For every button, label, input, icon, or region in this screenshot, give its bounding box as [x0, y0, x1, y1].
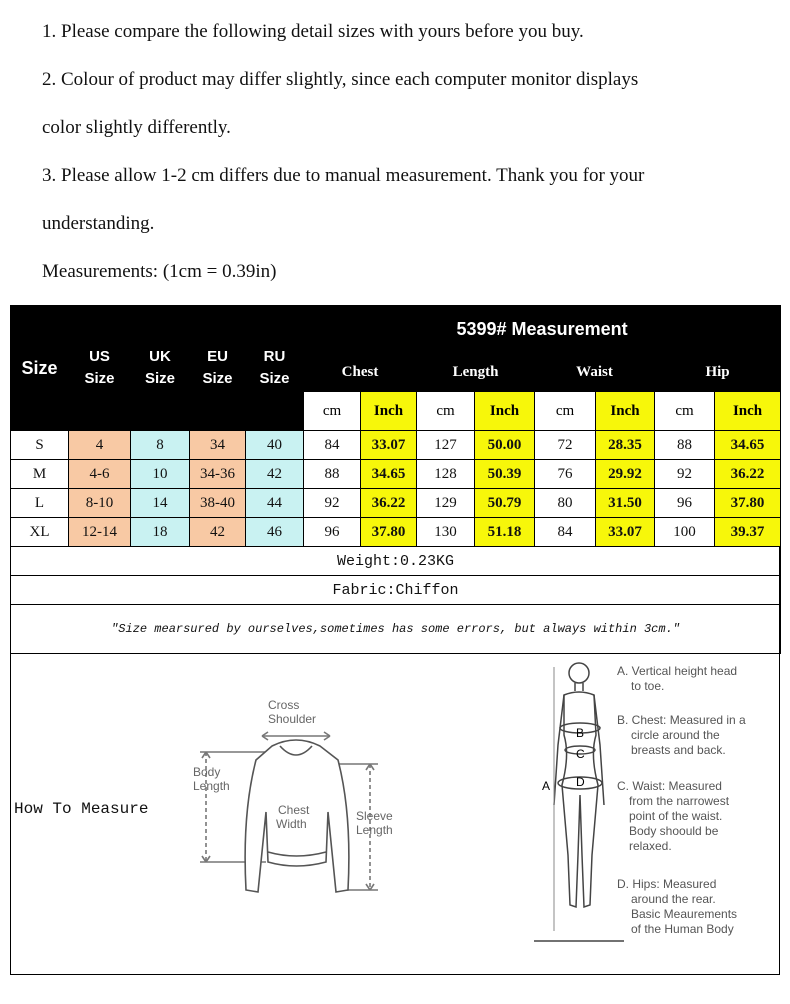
notes — [42, 8, 782, 296]
group-hip: Hip — [655, 353, 781, 392]
cell-size: M — [11, 460, 69, 489]
cell-uk: 14 — [131, 489, 190, 518]
table-row — [11, 518, 781, 547]
cell-chest-cm: 84 — [304, 431, 361, 460]
group-waist: Waist — [535, 353, 655, 392]
cell-waist-inch: 31.50 — [596, 489, 655, 518]
cell-length-inch: 50.39 — [475, 460, 535, 489]
svg-text:Width: Width — [276, 817, 307, 831]
cell-size: XL — [11, 518, 69, 547]
cell-chest-inch: 33.07 — [361, 431, 417, 460]
svg-text:Length: Length — [193, 779, 230, 793]
cell-hip-cm: 88 — [655, 431, 715, 460]
header-eu: EU Size — [190, 306, 246, 431]
cell-length-inch: 50.00 — [475, 431, 535, 460]
table-row — [11, 460, 781, 489]
svg-text:Length: Length — [356, 823, 393, 837]
cell-us: 4 — [69, 431, 131, 460]
unit-inch: Inch — [361, 392, 417, 431]
header-size: Size — [11, 306, 69, 431]
note-line: understanding. — [42, 213, 155, 234]
cell-ru: 42 — [246, 460, 304, 489]
cell-ru: 44 — [246, 489, 304, 518]
cell-eu: 34-36 — [190, 460, 246, 489]
cell-length-inch: 50.79 — [475, 489, 535, 518]
label-cross-shoulder: Cross — [268, 698, 300, 712]
marker-a: A — [542, 779, 551, 793]
unit-inch: Inch — [715, 392, 781, 431]
cell-waist-cm: 76 — [535, 460, 596, 489]
cell-hip-inch: 37.80 — [715, 489, 781, 518]
cell-ru: 46 — [246, 518, 304, 547]
cell-hip-cm: 96 — [655, 489, 715, 518]
note-line: 2. Colour of product may differ slightly, since each computer monitor displays — [42, 69, 639, 90]
svg-text:Shoulder: Shoulder — [268, 712, 317, 726]
group-chest: Chest — [304, 353, 417, 392]
cell-length-cm: 128 — [417, 460, 475, 489]
header-ru: RU Size — [246, 306, 304, 431]
note-line: Measurements: (1cm = 0.39in) — [42, 261, 277, 282]
cell-hip-cm: 100 — [655, 518, 715, 547]
cell-chest-inch: 37.80 — [361, 518, 417, 547]
table-title: 5399# Measurement — [304, 306, 781, 353]
cell-length-cm: 130 — [417, 518, 475, 547]
cell-waist-inch: 28.35 — [596, 431, 655, 460]
note-line: color slightly differently. — [42, 117, 231, 138]
cell-size: L — [11, 489, 69, 518]
unit-cm: cm — [535, 392, 596, 431]
cell-waist-cm: 80 — [535, 489, 596, 518]
unit-cm: cm — [655, 392, 715, 431]
cell-us: 4-6 — [69, 460, 131, 489]
how-to-measure-title: How To Measure — [14, 800, 149, 818]
cell-hip-cm: 92 — [655, 460, 715, 489]
cell-uk: 18 — [131, 518, 190, 547]
weight-info: Weight:0.23KG — [11, 547, 781, 576]
cell-eu: 38-40 — [190, 489, 246, 518]
cell-eu: 34 — [190, 431, 246, 460]
table-row — [11, 489, 781, 518]
marker-d: D — [576, 775, 585, 789]
cell-length-cm: 127 — [417, 431, 475, 460]
cell-us: 8-10 — [69, 489, 131, 518]
cell-eu: 42 — [190, 518, 246, 547]
cell-hip-inch: 39.37 — [715, 518, 781, 547]
cell-chest-cm: 92 — [304, 489, 361, 518]
cell-waist-inch: 33.07 — [596, 518, 655, 547]
cell-size: S — [11, 431, 69, 460]
table-row — [11, 431, 781, 460]
cell-waist-cm: 72 — [535, 431, 596, 460]
cell-chest-cm: 88 — [304, 460, 361, 489]
header-us: US Size — [69, 306, 131, 431]
cell-waist-inch: 29.92 — [596, 460, 655, 489]
label-chest-width: Chest — [278, 803, 310, 817]
label-body-length: Body — [193, 765, 221, 779]
marker-b: B — [576, 726, 585, 740]
note-line: 1. Please compare the following detail sizes with yours before you buy. — [42, 21, 584, 42]
cell-chest-inch: 34.65 — [361, 460, 417, 489]
cell-waist-cm: 84 — [535, 518, 596, 547]
cell-us: 12-14 — [69, 518, 131, 547]
body-note-d: D. Hips: Measured around the rear. Basic Meaurements of the Human Body — [617, 877, 738, 936]
body-note-c: C. Waist: Measured from the narrowest point of the waist. Body shoould be relaxed. — [617, 779, 730, 853]
cell-hip-inch: 36.22 — [715, 460, 781, 489]
unit-inch: Inch — [596, 392, 655, 431]
unit-cm: cm — [304, 392, 361, 431]
unit-cm: cm — [417, 392, 475, 431]
note-line: 3. Please allow 1-2 cm differs due to manual measurement. Thank you for your — [42, 165, 645, 186]
cell-uk: 10 — [131, 460, 190, 489]
body-note-b: B. Chest: Measured in a circle around the breasts and back. — [617, 713, 746, 757]
measurement-disclaimer: "Size mearsured by ourselves,sometimes has some errors, but always within 3cm." — [11, 605, 781, 654]
group-length: Length — [417, 353, 535, 392]
cell-length-inch: 51.18 — [475, 518, 535, 547]
fabric-info: Fabric:Chiffon — [11, 576, 781, 605]
cell-length-cm: 129 — [417, 489, 475, 518]
cell-ru: 40 — [246, 431, 304, 460]
size-chart-table — [10, 305, 781, 654]
cell-chest-cm: 96 — [304, 518, 361, 547]
cell-uk: 8 — [131, 431, 190, 460]
cell-hip-inch: 34.65 — [715, 431, 781, 460]
label-sleeve-length: Sleeve — [356, 809, 393, 823]
cell-chest-inch: 36.22 — [361, 489, 417, 518]
garment-measure-illustration — [188, 694, 400, 904]
header-uk: UK Size — [131, 306, 190, 431]
body-figure-illustration — [534, 655, 624, 945]
body-note-a: A. Vertical height head to toe. — [617, 664, 738, 693]
marker-c: C — [576, 747, 585, 761]
unit-inch: Inch — [475, 392, 535, 431]
